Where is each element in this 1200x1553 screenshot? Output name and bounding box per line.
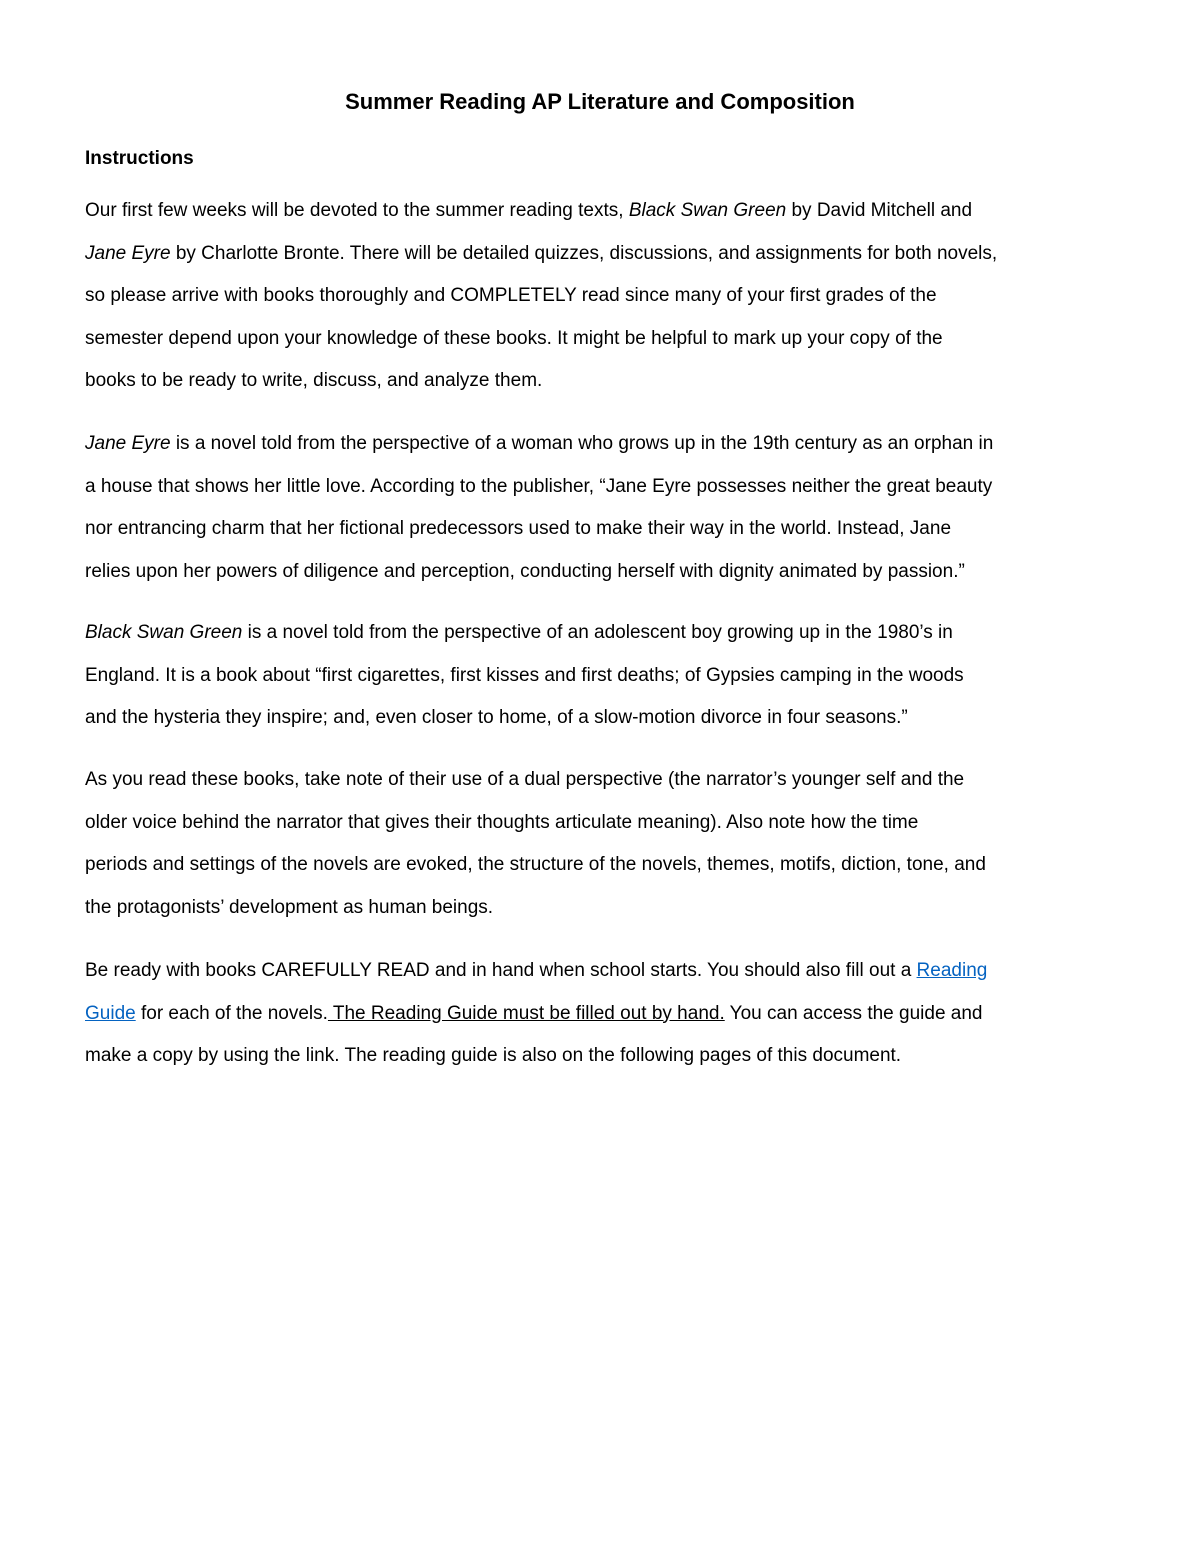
instructions-heading: Instructions [85,148,194,169]
book-title-italic: Jane Eyre [85,433,171,454]
text-run: for each of the novels. [135,1002,328,1024]
paragraph-reading-guide [85,950,1125,1078]
paragraph-line: older voice behind the narrator that gives their thoughts articulate meaning). Also note how the time [85,811,919,833]
paragraph-line: periods and settings of the novels are evoked, the structure of the novels, themes, motifs, diction, tone, and [85,854,986,876]
paragraph-line [85,612,1125,655]
document-title: Summer Reading AP Literature and Composition [345,89,855,114]
reading-guide-link-continued[interactable]: Guide [85,1002,136,1024]
text-run: by David Mitchell and [786,200,973,221]
underlined-requirement: The Reading Guide must be filled out by hand. [327,1002,725,1024]
paragraph-intro [85,190,1125,403]
paragraph-line: so please arrive with books thoroughly and COMPLETELY read since many of your first grades of the [85,285,937,307]
paragraph-line [85,993,1125,1036]
book-title-italic: Jane Eyre [85,242,171,264]
text-run: Be ready with books CAREFULLY READ and in hand when school starts. You should also fill out a [85,960,917,981]
paragraph-jane-eyre [85,423,1125,593]
paragraph-line: As you read these books, take note of their use of a dual perspective (the narrator’s younger self and the [85,769,965,790]
text-run: by Charlotte Bronte. There will be detailed quizzes, discussions, and assignments for both novels, [170,242,998,264]
paragraph-line [85,950,1125,993]
paragraph-line: the protagonists’ development as human beings. [85,896,494,918]
paragraph-line: a house that shows her little love. According to the publisher, “Jane Eyre possesses neither the great beauty [85,475,993,497]
paragraph-line: make a copy by using the link. The reading guide is also on the following pages of this document. [85,1045,902,1067]
paragraph-black-swan-green [85,612,1125,740]
paragraph-line: relies upon her powers of diligence and perception, conducting herself with dignity animated by passion.” [85,560,965,582]
paragraph-line: semester depend upon your knowledge of these books. It might be helpful to mark up your copy of the [85,327,943,349]
paragraph-line [85,233,1125,276]
text-run: Our first few weeks will be devoted to the summer reading texts, [85,200,629,221]
reading-guide-link[interactable]: Reading [916,960,988,981]
text-run: You can access the guide and [724,1002,983,1024]
paragraph-line: nor entrancing charm that her fictional predecessors used to make their way in the world. Instead, Jane [85,518,952,540]
paragraph-line: and the hysteria they inspire; and, even closer to home, of a slow-motion divorce in four seasons.” [85,707,908,729]
paragraph-line [85,190,1125,233]
paragraph-line: England. It is a book about “first cigarettes, first kisses and first deaths; of Gypsies camping in the woods [85,664,964,686]
book-title-italic: Black Swan Green [628,200,787,221]
paragraph-line: books to be ready to write, discuss, and analyze them. [85,370,543,392]
text-run: is a novel told from the perspective of an adolescent boy growing up in the 1980’s in [242,622,953,643]
paragraph-line [85,423,1125,466]
book-title-italic: Black Swan Green [85,622,243,643]
text-run: is a novel told from the perspective of a woman who grows up in the 19th century as an orphan in [170,433,994,454]
paragraph-reading-notes [85,759,1125,929]
